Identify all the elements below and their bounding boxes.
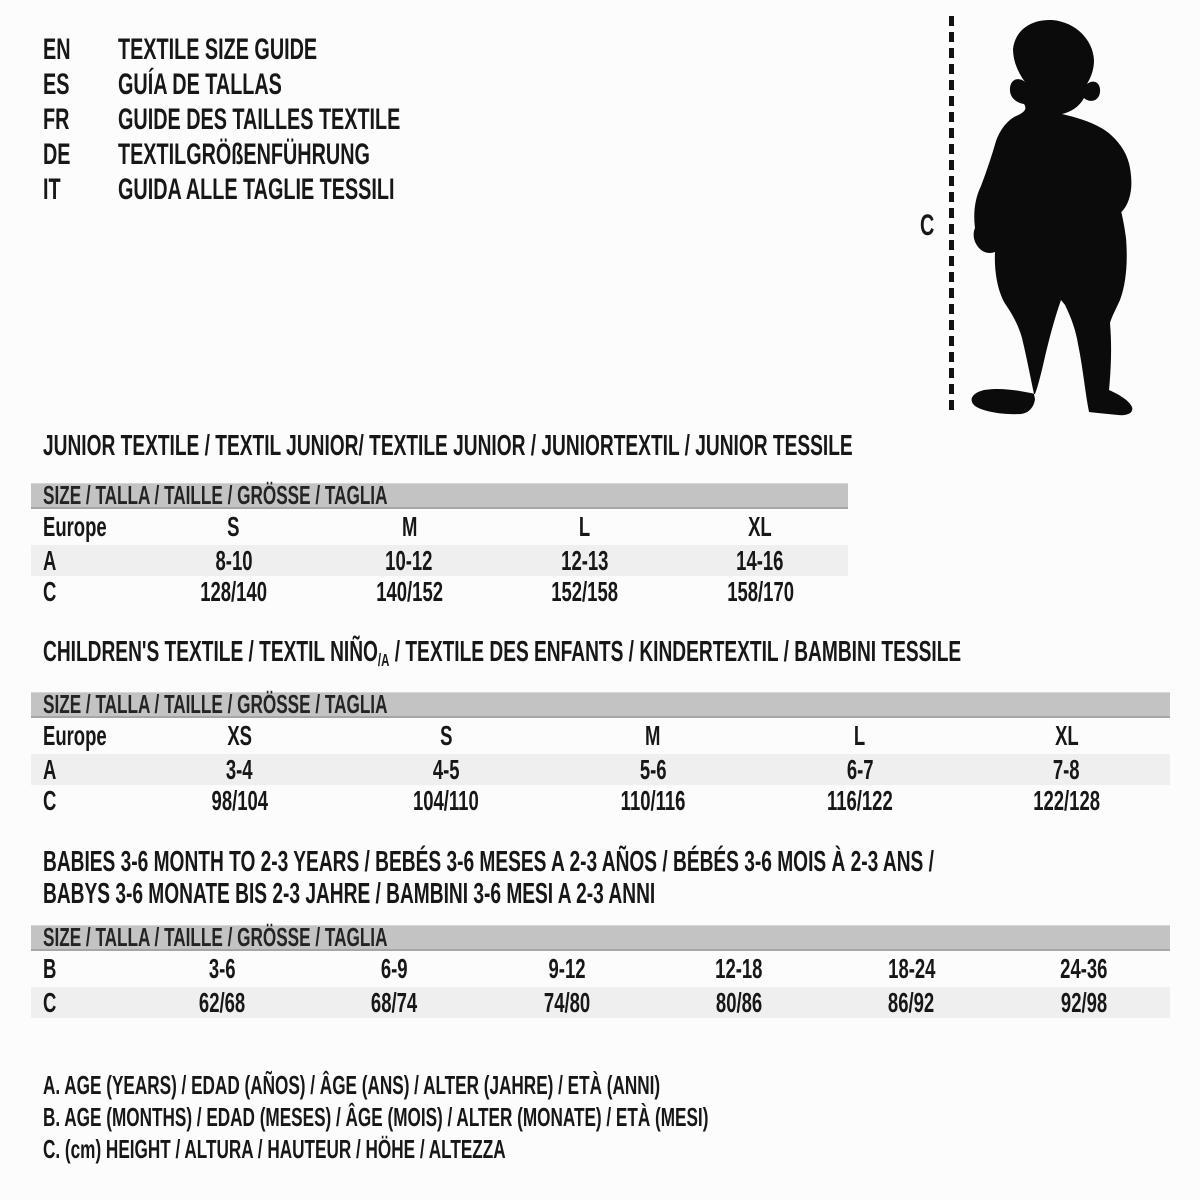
junior-size-table [31,480,848,607]
table-cell: 62/68 [199,987,246,1018]
babies-section-title-line2 [43,879,971,909]
table-row-europe [31,718,1170,754]
table-cell: 7-8 [1053,754,1080,785]
table-row-a [31,754,1170,785]
babies-size-table [31,922,1170,1018]
toddler-silhouette [880,0,1200,430]
table-cell: 4-5 [432,754,460,785]
table-row-c [31,576,848,607]
row-label: Europe [43,720,107,751]
babies-section-title-line1 [43,847,1200,877]
table-row-c [31,987,1170,1018]
language-code: EN [43,32,71,66]
children-title-sub: /A [377,650,390,671]
junior-section-title [43,431,1200,461]
table-cell: 158/170 [726,576,794,607]
table-cell: L [579,511,591,542]
table-cell: 10-12 [385,545,433,576]
table-cell: 110/116 [620,785,686,816]
children-size-table [31,689,1170,816]
language-code: ES [43,67,70,101]
row-label: C [43,576,57,607]
language-guide-title: GUIDA ALLE TAGLIE TESSILI [118,172,395,206]
babies-title-line2-text: BABYS 3-6 MONATE BIS 2-3 JAHRE / BAMBINI 3-6 MESI A 2-3 ANNI [43,878,656,910]
table-cell: 92/98 [1060,987,1107,1018]
table-cell: 12-18 [715,953,763,984]
size-header-bar [31,689,1170,719]
size-header-bar [31,922,1170,952]
table-cell: 9-12 [548,953,586,984]
height-measure-letter: C [920,209,935,242]
table-cell: 80/86 [716,987,763,1018]
language-guide-title: GUÍA DE TALLAS [118,67,282,101]
table-cell: M [645,720,661,751]
table-cell: 8-10 [215,545,253,576]
table-row-c [31,785,1170,816]
size-header-label: SIZE / TALLA / TAILLE / GRÖSSE / TAGLIA [43,689,388,719]
language-row [43,172,546,207]
children-section-title [43,637,1200,675]
children-title-after: / TEXTILE DES ENFANTS / KINDERTEXTIL / BAMBINI TESSILE [389,636,962,668]
junior-section-title-text: JUNIOR TEXTILE / TEXTIL JUNIOR/ TEXTILE JUNIOR / JUNIORTEXTIL / JUNIOR TESSILE [43,430,853,462]
table-cell: XS [227,720,252,751]
language-guide-title: TEXTILE SIZE GUIDE [118,32,318,66]
table-row-europe [31,509,848,545]
language-code: IT [43,172,61,206]
table-cell: 14-16 [736,545,784,576]
row-label: B [43,953,57,984]
size-header-bar [31,480,848,510]
row-label: A [43,754,57,785]
language-code: DE [43,137,71,171]
table-cell: 3-6 [208,953,236,984]
language-row [43,32,546,67]
table-cell: 122/128 [1033,785,1100,816]
table-cell: XL [748,511,773,542]
table-cell: 86/92 [888,987,935,1018]
table-cell: 68/74 [371,987,418,1018]
row-label: Europe [43,511,107,542]
children-section-title-text [43,637,961,675]
table-cell: 74/80 [543,987,590,1018]
language-row [43,137,546,172]
table-cell: 140/152 [375,576,443,607]
table-cell: 12-13 [561,545,609,576]
language-guide-title: TEXTILGRÖßENFÜHRUNG [118,137,370,171]
table-cell: L [854,720,866,751]
table-cell: 98/104 [211,785,268,816]
row-label: C [43,785,57,816]
table-row-b [31,951,1170,987]
babies-title-line1-text: BABIES 3-6 MONTH TO 2-3 YEARS / BEBÉS 3-6 MESES A 2-3 AÑOS / BÉBÉS 3-6 MOIS À 2-3 ANS / [43,846,934,878]
language-row [43,67,546,102]
table-cell: 6-7 [846,754,874,785]
table-cell: 18-24 [887,953,936,984]
table-cell: 6-9 [381,953,408,984]
table-cell: 152/158 [551,576,619,607]
row-label: C [43,987,57,1018]
language-title-list [43,32,546,207]
language-code: FR [43,102,70,136]
table-cell: S [440,720,453,751]
table-cell: XL [1054,720,1079,751]
legend-line: C. (cm) HEIGHT / ALTURA / HAUTEUR / HÖHE / ALTEZZA [43,1134,506,1164]
legend-line: B. AGE (MONTHS) / EDAD (MESES) / ÂGE (MOIS) / ALTER (MONATE) / ETÀ (MESI) [43,1102,709,1132]
table-cell: 116/122 [826,785,893,816]
language-row [43,102,546,137]
measure-legend [43,1069,1051,1165]
table-cell: 5-6 [639,754,667,785]
table-cell: 24-36 [1060,953,1108,984]
table-cell: S [227,511,240,542]
table-cell: M [401,511,417,542]
language-guide-title: GUIDE DES TAILLES TEXTILE [118,102,401,136]
table-cell: 3-4 [226,754,253,785]
children-title-before: CHILDREN'S TEXTILE / TEXTIL NIÑO [43,636,378,668]
size-header-label: SIZE / TALLA / TAILLE / GRÖSSE / TAGLIA [43,480,388,510]
size-header-label: SIZE / TALLA / TAILLE / GRÖSSE / TAGLIA [43,922,388,952]
row-label: A [43,545,57,576]
table-row-a [31,545,848,576]
table-cell: 104/110 [413,785,480,816]
legend-line: A. AGE (YEARS) / EDAD (AÑOS) / ÂGE (ANS) / ALTER (JAHRE) / ETÀ (ANNI) [43,1070,661,1100]
table-cell: 128/140 [200,576,268,607]
